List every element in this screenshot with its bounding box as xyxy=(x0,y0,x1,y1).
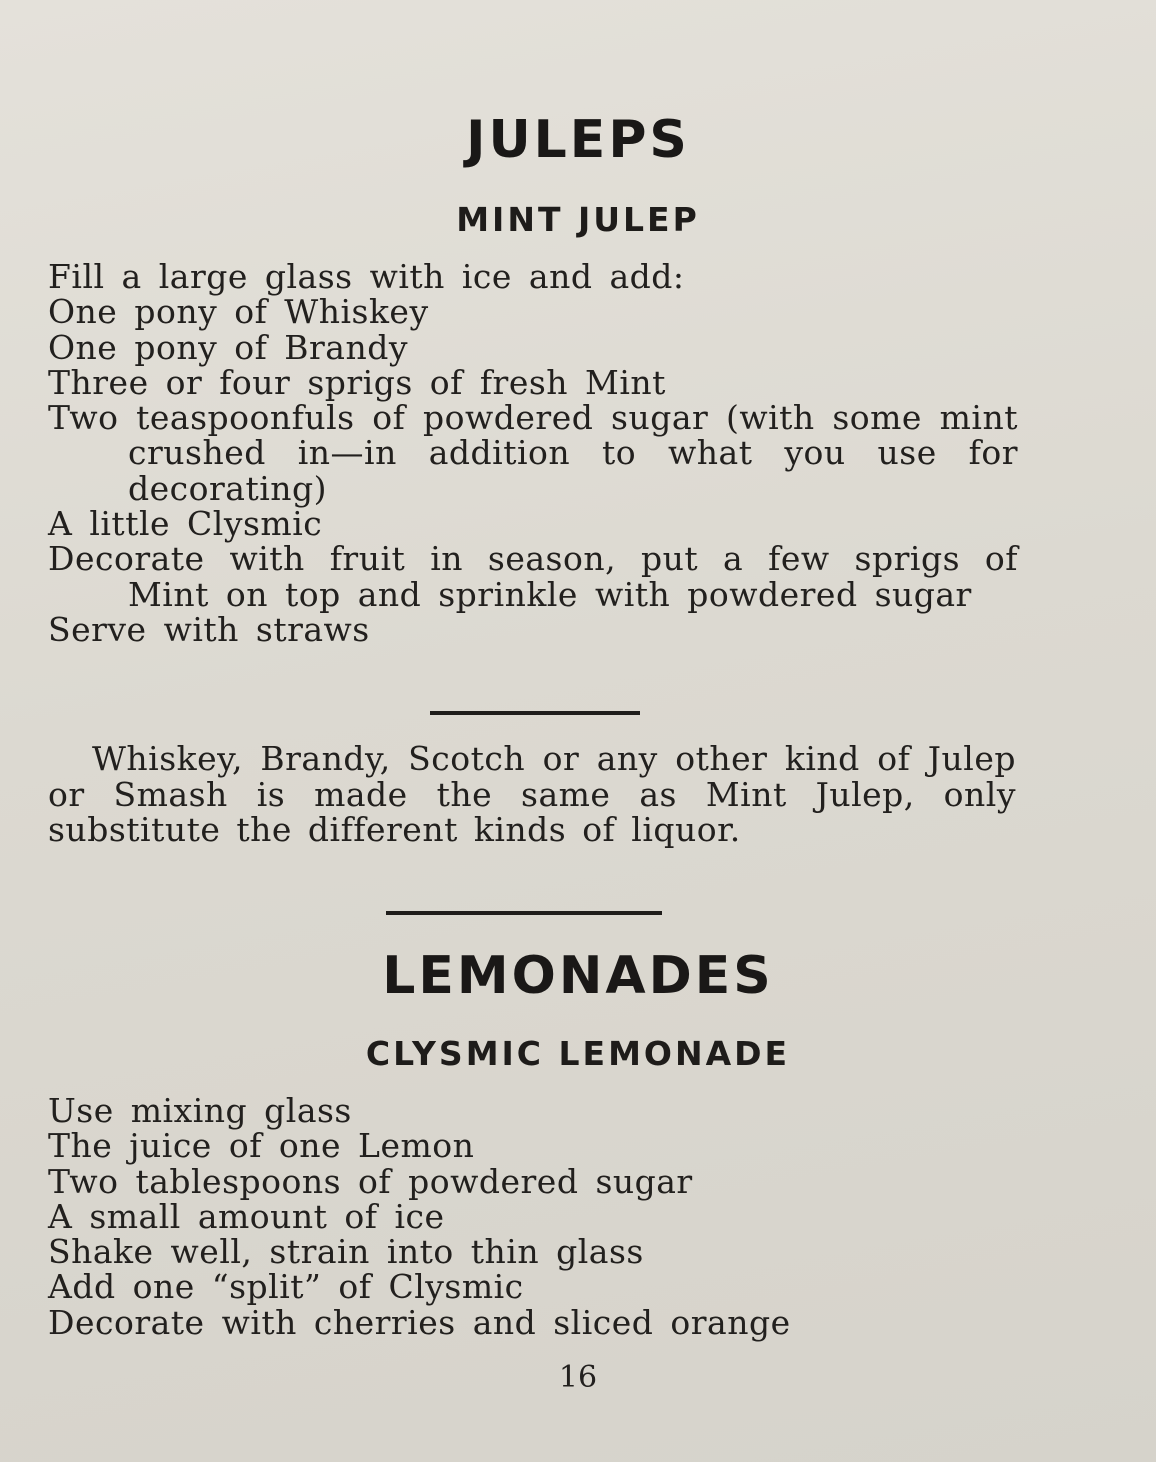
recipe-title-clysmic-lemonade: CLYSMIC LEMONADE xyxy=(365,1034,791,1073)
recipe-line: Decorate with cherries and sliced orange xyxy=(48,1302,791,1342)
julep-variations-note: Whiskey, Brandy, Scotch or any other kind of Julep or Smash is made the same as Mint Julep, only substitute the different kinds of liquor. xyxy=(48,739,1016,849)
recipe-line: One pony of Brandy xyxy=(48,327,408,367)
recipe-line: Use mixing glass xyxy=(48,1091,352,1130)
recipe-line: Fill a large glass with ice and add: xyxy=(48,257,685,296)
recipe-title-mint-julep: MINT JULEP xyxy=(456,200,700,239)
page-number: 16 xyxy=(558,1360,598,1395)
recipe-line: Two teaspoonfuls of powdered sugar (with some mint crushed in—in addition to what you use for decorating) xyxy=(48,398,1018,508)
recipe-line: A small amount of ice xyxy=(48,1196,445,1236)
section-title-juleps: JULEPS xyxy=(466,110,690,170)
recipe-line: Add one “split” of Clysmic xyxy=(48,1267,524,1307)
recipe-line: A little Clysmic xyxy=(48,504,323,544)
recipe-line: The juice of one Lemon xyxy=(48,1126,475,1166)
mint-julep-instructions xyxy=(48,259,1018,647)
recipe-line: Two tablespoons of powdered sugar xyxy=(48,1161,693,1201)
clysmic-lemonade-instructions xyxy=(48,1093,1018,1340)
divider-rule xyxy=(430,711,640,715)
section-title-lemonades: LEMONADES xyxy=(382,946,774,1006)
recipe-line: Three or four sprigs of fresh Mint xyxy=(48,362,666,402)
recipe-line: Shake well, strain into thin glass xyxy=(48,1232,644,1272)
divider-rule xyxy=(386,911,662,915)
recipe-line: Serve with straws xyxy=(48,609,370,649)
recipe-line: One pony of Whiskey xyxy=(48,292,429,332)
recipe-line: Decorate with fruit in season, put a few sprigs of Mint on top and sprinkle with powdered sugar xyxy=(48,539,1018,614)
